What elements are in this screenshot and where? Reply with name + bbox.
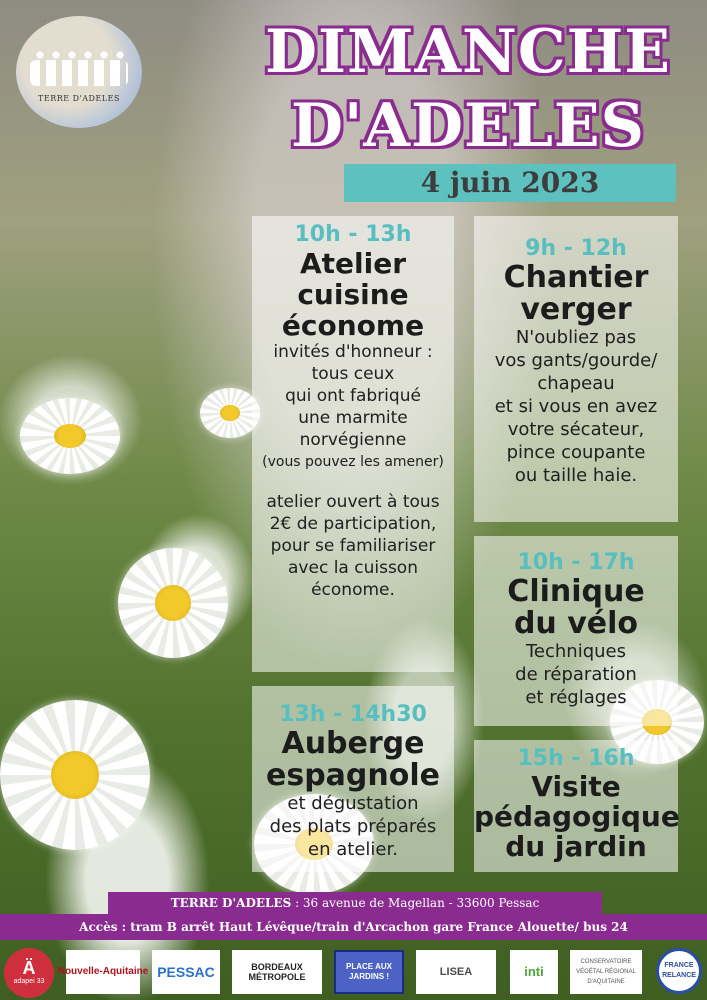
panel-time: 9h - 12h: [525, 236, 627, 261]
address-name: TERRE D'ADELES: [170, 896, 292, 910]
panel-time: 10h - 17h: [517, 550, 635, 575]
terre-dadeles-logo: [16, 16, 142, 128]
panel-desc-line: des plats préparés: [269, 816, 437, 837]
daisy-decoration: [0, 700, 150, 850]
place-aux-jardins-logo: PLACE AUX JARDINS !: [334, 950, 404, 994]
panel-desc-line: N'oubliez pas: [515, 327, 637, 348]
daisy-decoration: [118, 548, 228, 658]
panel-desc-line: atelier ouvert à tous: [266, 492, 440, 512]
panel-clinique-velo: [474, 536, 678, 726]
panel-desc-line: 2€ de participation,: [269, 514, 437, 534]
bordeaux-metropole-logo: BORDEAUX MÉTROPOLE: [232, 950, 322, 994]
logo-label: TERRE D'ADELES: [38, 94, 120, 103]
inti-logo: inti: [510, 950, 558, 994]
panel-desc-line: qui ont fabriqué: [285, 386, 421, 406]
panel-desc-line: économe.: [311, 580, 395, 600]
panel-time: 13h - 14h30: [279, 702, 427, 727]
france-relance-logo: FRANCE RELANCE: [656, 948, 702, 994]
title-line-2: D'ADELES: [291, 91, 645, 161]
panel-visite-pedagogique: [474, 740, 678, 872]
title-line-1: DIMANCHE: [264, 17, 672, 87]
panel-title: cuisine: [297, 278, 409, 311]
adapei-logo: [4, 948, 54, 998]
panel-title: Clinique: [507, 574, 645, 609]
daisy-decoration: [200, 388, 260, 438]
panel-desc-line: de réparation: [515, 664, 637, 685]
panel-title: pédagogique: [474, 800, 680, 833]
adapei-glyph: Ä: [22, 958, 36, 978]
panel-desc-line: une marmite: [298, 408, 408, 428]
panel-title: Visite: [531, 770, 621, 803]
panel-desc-line: norvégienne: [299, 430, 407, 450]
address-bar: [108, 892, 602, 914]
panel-desc-line: pour se familiariser: [270, 536, 436, 556]
conservatoire-vegetal-logo: CONSERVATOIRE VÉGÉTAL RÉGIONAL D'AQUITAINE: [570, 950, 642, 994]
panel-desc-line: vos gants/gourde/: [494, 350, 658, 371]
panel-desc-line: et si vous en avez: [494, 396, 658, 417]
panel-title: espagnole: [266, 758, 440, 793]
panel-auberge-espagnole: [252, 686, 454, 872]
panel-title: verger: [520, 292, 632, 327]
panel-desc-line: et réglages: [525, 687, 627, 708]
panel-time: 10h - 13h: [294, 222, 412, 247]
panel-desc-line: ou taille haie.: [514, 465, 638, 486]
panel-desc-line: en atelier.: [308, 839, 398, 860]
lisea-logo: LISEA: [416, 950, 496, 994]
panel-title: Chantier: [503, 260, 649, 295]
panel-desc-line: chapeau: [537, 373, 615, 394]
panel-title: Atelier: [299, 247, 407, 280]
panel-desc-line: invités d'honneur :: [273, 342, 433, 362]
panel-desc-line: et dégustation: [287, 793, 419, 814]
panel-note: (vous pouvez les amener): [262, 454, 444, 470]
adapei-label: adapei 33: [13, 978, 45, 985]
panel-desc-line: tous ceux: [311, 364, 395, 384]
sponsor-logos: [0, 942, 707, 1000]
pessac-logo: PESSAC: [152, 950, 220, 994]
panel-title: du jardin: [505, 830, 647, 863]
address-text: : 36 avenue de Magellan - 33600 Pessac: [291, 896, 540, 910]
poster-title: [238, 18, 698, 164]
panel-desc-line: avec la cuisson: [288, 558, 418, 578]
daisy-decoration: [20, 398, 120, 474]
panel-chantier-verger: [474, 216, 678, 522]
panel-title: économe: [281, 309, 425, 342]
panel-title: du vélo: [513, 606, 639, 641]
panel-desc-line: votre sécateur,: [507, 419, 645, 440]
panel-desc-line: Techniques: [525, 641, 626, 662]
date-banner: 4 juin 2023: [344, 164, 676, 202]
panel-desc-line: pince coupante: [506, 442, 646, 463]
panel-time: 15h - 16h: [517, 746, 635, 771]
panel-title: Auberge: [281, 726, 425, 761]
access-bar: Accès : tram B arrêt Haut Lévêque/train d'Arcachon gare France Alouette/ bus 24: [0, 914, 707, 940]
panel-atelier-cuisine: [252, 216, 454, 672]
nouvelle-aquitaine-logo: Nouvelle-Aquitaine: [66, 950, 140, 994]
